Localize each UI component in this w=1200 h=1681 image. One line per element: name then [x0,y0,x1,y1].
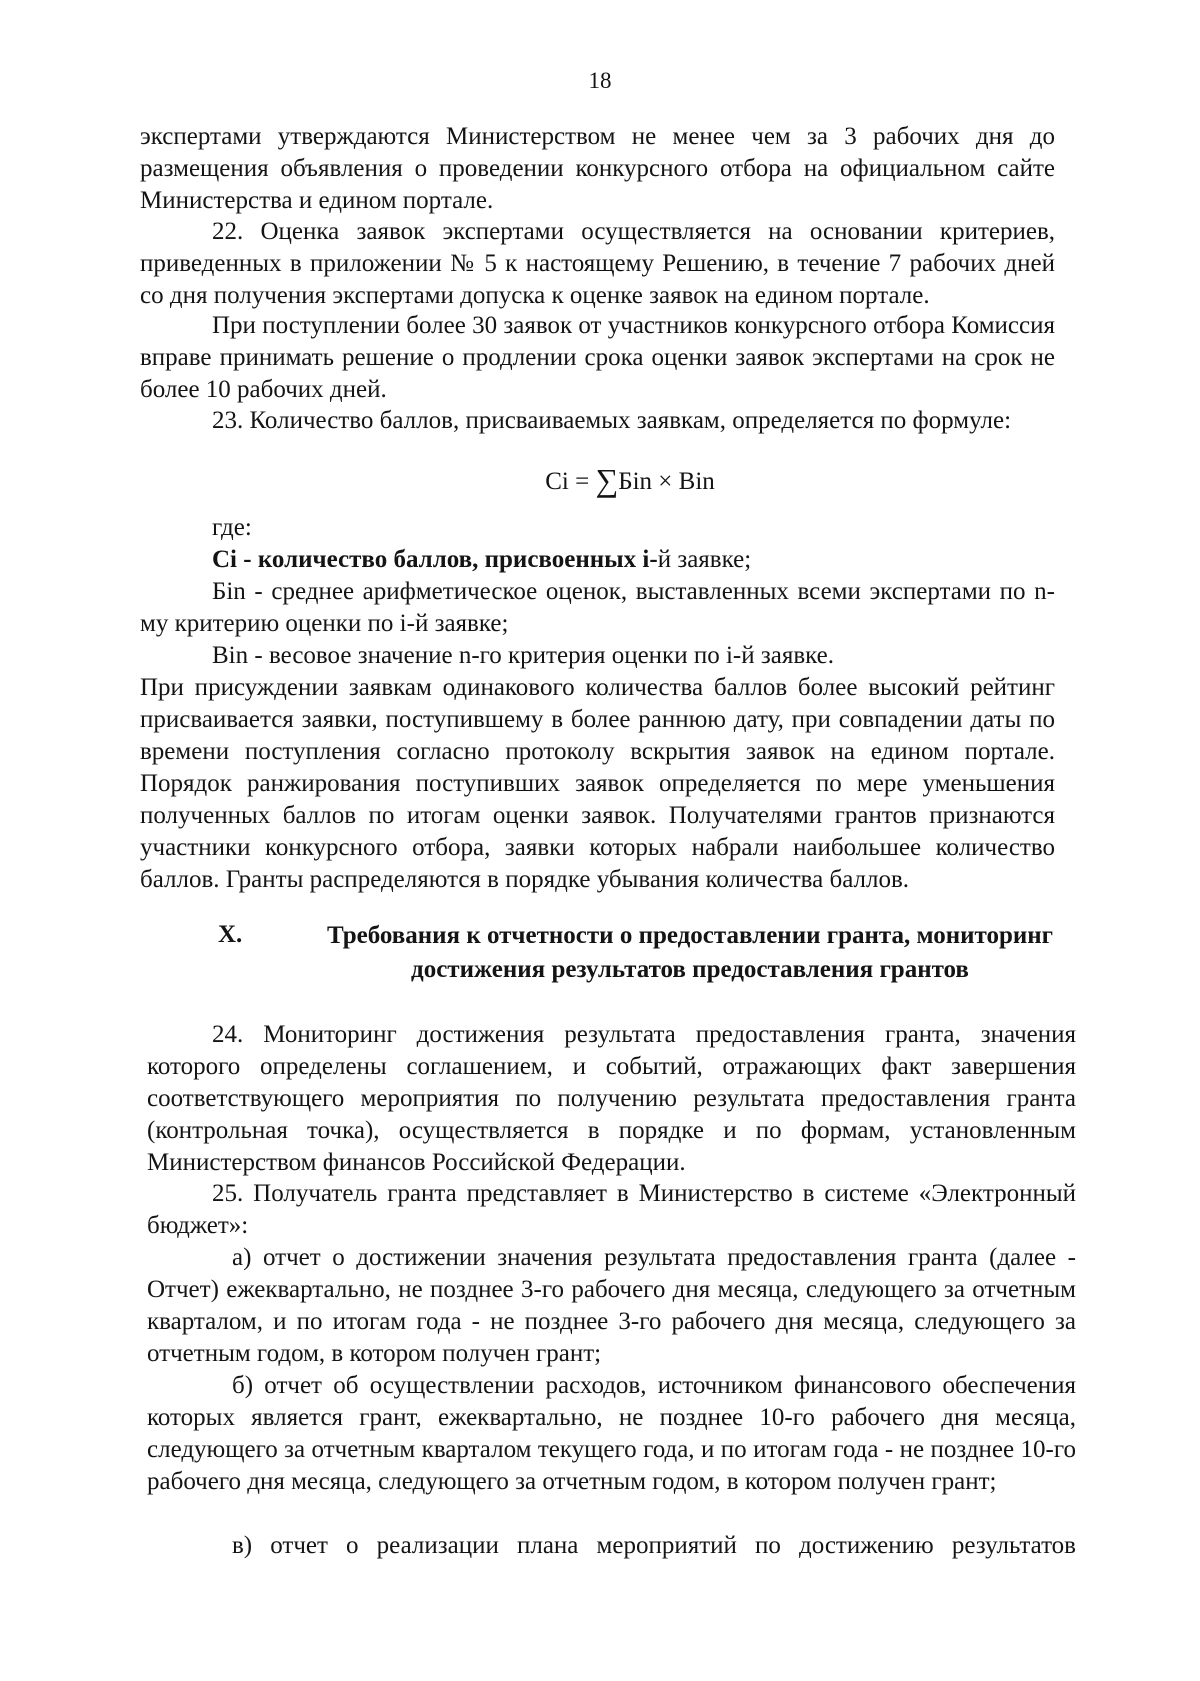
paragraph-25v-text: в) отчет о реализации плана мероприятий по достижению результатов [232,1532,1076,1559]
paragraph-more-than-30-text: При поступлении более 30 заявок от участников конкурсного отбора Комиссия вправе принимать решение о продлении срока оценки заявок экспертами на срок не более 10 рабочих дней. [140,312,1055,403]
section-number: X. [218,921,243,948]
bin-definition-text: Бin - среднее арифметическое оценок, выставленных всеми экспертами по n-му критерию оценки по i-й заявке; [140,578,1055,637]
paragraph-intro-text: экспертами утверждаются Министерством не менее чем за 3 рабочих дня до размещения объявления о проведении конкурсного отбора на официальном сайте Министерства и едином портале. [140,123,1055,214]
paragraph-ranking-text: При присуждении заявкам одинакового количества баллов более высокий рейтинг присваивается заявки, поступившему в более раннюю дату, при совпадении даты по времени поступления согласно протоколу вскрытия заявок на едином портале. Порядок ранжирования поступивших заявок определяется по мере уменьшения полученных баллов по итогам оценки заявок. Получателями грантов признаются участники конкурсного отбора, заявки которых набрали наибольшее количество баллов. Гранты распределяются в порядке убывания количества баллов. [140,674,1055,893]
paragraph-ranking [140,672,1055,896]
paragraph-more-than-30 [140,310,1055,406]
paragraph-24-text: 24. Мониторинг достижения результата предоставления гранта, значения которого определены соглашением, и событий, отражающих факт завершения соответствующего мероприятия по получению результата предоставления гранта (контрольная точка), осуществляется в порядке и по формам, установленным Министерством финансов Российской Федерации. [147,1021,1076,1176]
formula-right: Бin × Bin [618,468,715,495]
paragraph-24 [147,1019,1076,1179]
paragraph-25v [147,1530,1076,1562]
where-label: где: [212,514,252,541]
ci-definition-rest: й заявке; [657,546,752,573]
paragraph-25b [147,1370,1076,1498]
vin-definition: Bin - весовое значение n-го критерия оценки по i-й заявке. [212,642,835,669]
paragraph-25a-text: а) отчет о достижении значения результата предоставления гранта (далее - Отчет) ежеквартально, не позднее 3-го рабочего дня месяца, следующего за отчетным кварталом, и по итогам года - не позднее 3-го рабочего дня месяца, следующего за отчетным годом, в котором получен грант; [147,1244,1076,1367]
ci-definition [212,544,751,576]
paragraph-22 [140,216,1055,312]
score-formula [0,464,1200,498]
paragraph-25-text: 25. Получатель гранта представляет в Министерство в системе «Электронный бюджет»: [147,1180,1076,1239]
page-number: 18 [588,68,612,93]
bin-definition [140,576,1055,640]
sigma-symbol: ∑ [595,462,619,498]
paragraph-25b-text: б) отчет об осуществлении расходов, источником финансового обеспечения которых является грант, ежеквартально, не позднее 10-го рабочего дня месяца, следующего за отчетным кварталом текущего года, и по итогам года - не позднее 10-го рабочего дня месяца, следующего за отчетным годом, в котором получен грант; [147,1372,1076,1495]
ci-definition-bold: Ci - количество баллов, присвоенных i- [212,546,658,573]
formula-left: Ci = [545,468,590,495]
paragraph-25 [147,1178,1076,1242]
paragraph-23: 23. Количество баллов, присваиваемых заявкам, определяется по формуле: [212,407,1012,434]
paragraph-22-text: 22. Оценка заявок экспертами осуществляется на основании критериев, приведенных в приложении № 5 к настоящему Решению, в течение 7 рабочих дней со дня получения экспертами допуска к оценке заявок на едином портале. [140,218,1055,309]
paragraph-25a [147,1242,1076,1370]
section-title: Требования к отчетности о предоставлении гранта, мониторинг достижения результатов предоставления грантов [326,922,1054,983]
paragraph-intro [140,121,1055,217]
